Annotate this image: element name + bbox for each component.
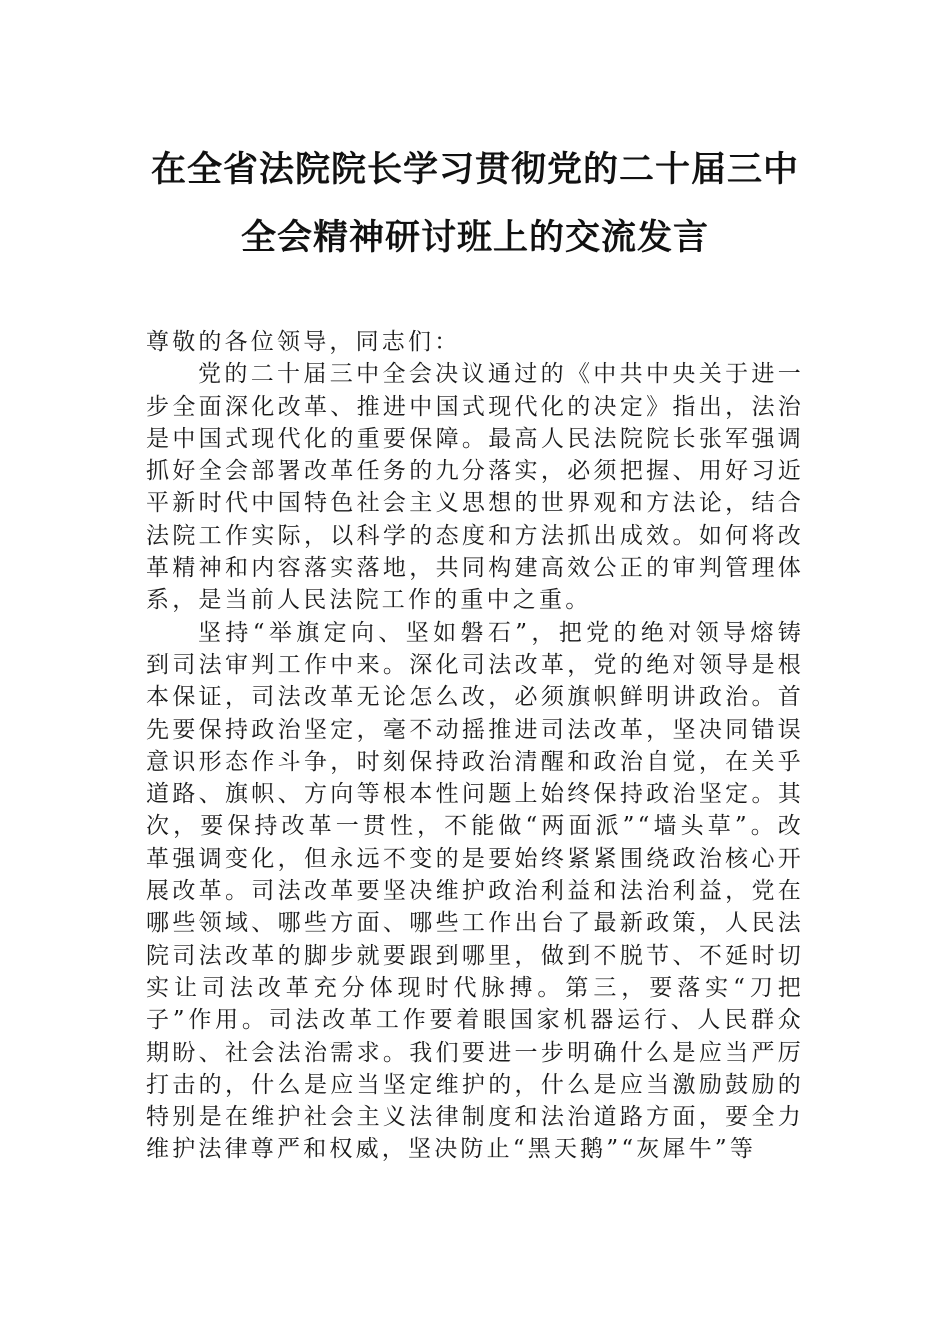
paragraph-2: 坚持“举旗定向、坚如磐石”，把党的绝对领导熔铸到司法审判工作中来。深化司法改革，党的绝对领导是根本保证，司法改革无论怎么改，必须旗帜鲜明讲政治。首先要保持政治坚定，毫不动摇推进司法改革，坚决同错误意识形态作斗争，时刻保持政治清醒和政治自觉，在关乎道路、旗帜、方向等根本性问题上始终保持政治坚定。其次，要保持改革一贯性，不能做“两面派”“墙头草”。改革强调变化，但永远不变的是要始终紧紧围绕政治核心开展改革。司法改革要坚决维护政治利益和法治利益，党在哪些领域、哪些方面、哪些工作出台了最新政策，人民法院司法改革的脚步就要跟到哪里，做到不脱节、不延时切实让司法改革充分体现时代脉搏。第三，要落实“刀把子”作用。司法改革工作要着眼国家机器运行、人民群众期盼、社会法治需求。我们要进一步明确什么是应当严厉打击的，什么是应当坚定维护的，什么是应当激励鼓励的特别是在维护社会主义法律制度和法治道路方面，要全力维护法律尊严和权威，坚决防止“黑天鹅”“灰犀牛”等 <box>146 619 804 1163</box>
title-line-2: 全会精神研讨班上的交流发言 <box>240 218 709 258</box>
title-line-1: 在全省法院院长学习贯彻党的二十届三中 <box>150 150 799 190</box>
paragraph-1: 党的二十届三中全会决议通过的《中共中央关于进一步全面深化改革、推进中国式现代化的决定》指出，法治是中国式现代化的重要保障。最高人民法院院长张军强调抓好全会部署改革任务的九分落实，必须把握、用好习近平新时代中国特色社会主义思想的世界观和方法论，结合法院工作实际，以科学的态度和方法抓出成效。如何将改革精神和内容落实落地，共同构建高效公正的审判管理体系，是当前人民法院工作的重中之重。 <box>146 361 804 614</box>
salutation: 尊敬的各位领导，同志们： <box>146 329 461 355</box>
document-title <box>140 136 810 272</box>
document-body <box>146 326 804 1166</box>
